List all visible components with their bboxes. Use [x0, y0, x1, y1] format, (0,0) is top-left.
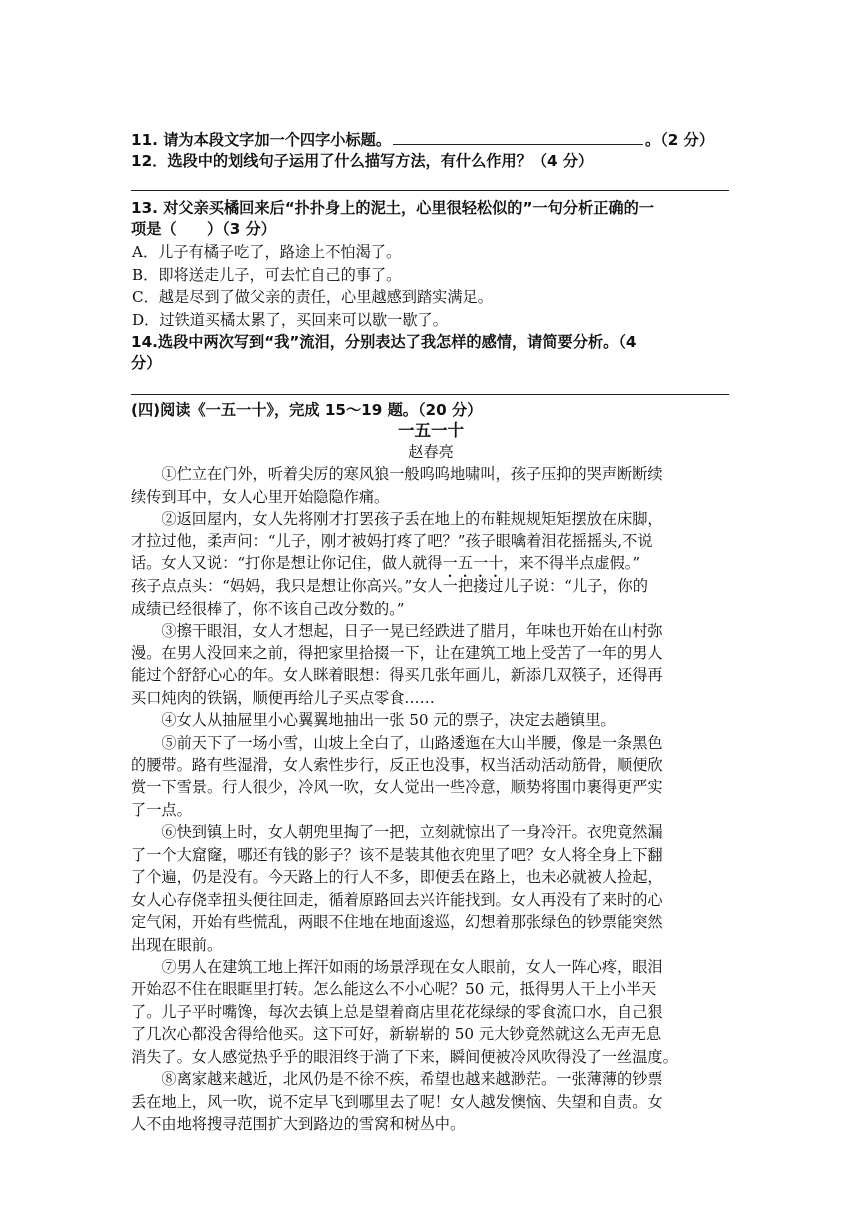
- article-line: ⑥快到镇上时，女人朝兜里掏了一把，立刻就惊出了一身冷汗。衣兜竟然漏: [131, 823, 663, 841]
- question-11-text: 11. 请为本段文字加一个四字小标题。: [131, 131, 392, 149]
- article-line-text: 话。女人又说：“打你是想让你记住，做人就得: [131, 554, 443, 572]
- article-line: 消失了。女人感觉热乎乎的眼泪终于淌了下来，瞬间便被冷风吹得没了一丝温度。: [131, 1048, 678, 1066]
- option-d: D．过铁道买橘太累了，买回来可以歇一歇了。: [132, 311, 448, 329]
- article-line: ⑧离家越来越近，北风仍是不徐不疾，希望也越来越渺茫。一张薄薄的钞票: [131, 1070, 663, 1088]
- question-12: 12．选段中的划线句子运用了什么描写方法，有什么作用？（4 分）: [131, 152, 594, 170]
- article-line: ②返回屋内，女人先将刚才打罢孩子丢在地上的布鞋规规矩矩摆放在床脚，: [131, 510, 663, 528]
- article-line: 丢在地上，风一吹，说不定早飞到哪里去了呢！女人越发懊恼、失望和自责。女: [131, 1093, 663, 1111]
- article-title: 一五一十: [398, 421, 464, 440]
- option-c: C．越是尽到了做父亲的责任，心里越感到踏实满足。: [132, 288, 493, 306]
- question-13-line-1: 13. 对父亲买橘回来后“扑扑身上的泥土，心里很轻松似的”一句分析正确的一: [131, 199, 654, 217]
- answer-line[interactable]: [131, 394, 729, 395]
- question-13-line-2: 项是（ ）（3 分）: [131, 220, 276, 238]
- article-line: 买口炖肉的铁锅，顺便再给儿子买点零食……: [131, 689, 435, 707]
- article-line: 了。儿子平时嘴馋，每次去镇上总是望着商店里花花绿绿的零食流口水，自己狠: [131, 1003, 663, 1021]
- article-line: ③擦干眼泪，女人才想起，日子一晃已经跌进了腊月，年味也开始在山村弥: [131, 622, 663, 640]
- answer-line[interactable]: [131, 190, 729, 191]
- article-line: 能过个舒舒心心的年。女人眯着眼想：得买几张年画儿，新添几双筷子，还得再: [131, 666, 663, 684]
- article-line: ①伫立在门外，听着尖厉的寒风狼一般呜呜地啸叫，孩子压抑的哭声断断续: [131, 465, 663, 483]
- section-4-heading: (四)阅读《一五一十》，完成 15～19 题。（20 分）: [131, 401, 483, 419]
- article-line: 成绩已经很棒了，你不该自己改分数的。”: [131, 600, 405, 618]
- article-line: 人不由地将搜寻范围扩大到路边的雪窝和树丛中。: [131, 1115, 466, 1133]
- article-line: 开始忍不住在眼眶里打转。怎么能这么不小心呢？50 元，抵得男人干上小半天: [131, 980, 657, 998]
- article-line: ④女人从抽屉里小心翼翼地抽出一张 50 元的票子，决定去趟镇里。: [131, 711, 616, 729]
- option-a: A．儿子有橘子吃了，路途上不怕渴了。: [132, 243, 402, 261]
- article-line: 漫。在男人没回来之前，得把家里拾掇一下，让在建筑工地上受苦了一年的男人: [131, 644, 663, 662]
- question-11-score: 。（2 分）: [645, 131, 715, 149]
- option-b: B．即将送走儿子，可去忙自己的事了。: [132, 266, 402, 284]
- article-line: 女人心存侥幸扭头便往回走，循着原路回去兴许能找到。女人再没有了来时的心: [131, 891, 663, 909]
- article-line: ⑤前天下了一场小雪，山坡上全白了，山路逶迤在大山半腰，像是一条黑色: [131, 734, 663, 752]
- article-line: ⑦男人在建筑工地上挥汗如雨的场景浮现在女人眼前，女人一阵心疼，眼泪: [131, 958, 663, 976]
- article-line: 了个遍，仍是没有。今天路上的行人不多，即便丢在路上，也未必就被人捡起，: [131, 868, 663, 886]
- question-11: [131, 130, 731, 150]
- article-line: 赏一下雪景。行人很少，冷风一吹，女人觉出一些冷意，顺势将围巾裹得更严实: [131, 778, 663, 796]
- article-line: 了一点。: [131, 801, 192, 819]
- article-author: 赵春亮: [408, 443, 454, 461]
- question-14-line-1: 14.选段中两次写到“我”流泪，分别表达了我怎样的感情，请简要分析。（4: [131, 333, 637, 351]
- article-line: 出现在眼前。: [131, 936, 223, 954]
- article-line-text: ，来不得半点虚假。”: [503, 554, 641, 572]
- answer-blank[interactable]: [393, 130, 643, 145]
- question-14-line-2: 分）: [131, 354, 162, 372]
- article-line: 孩子点点头：“妈妈，我只是想让你高兴。”女人一把搂过儿子说：“儿子，你的: [131, 577, 648, 595]
- article-line: 定气闲，开始有些慌乱，两眼不住地在地面逡巡，幻想着那张绿色的钞票能突然: [131, 913, 663, 931]
- emphasized-phrase: 一五一十: [442, 554, 504, 572]
- article-line: 了一个大窟窿，哪还有钱的影子？该不是装其他衣兜里了吧？女人将全身上下翻: [131, 846, 663, 864]
- article-line: 才拉过他，柔声问：“儿子，刚才被妈打疼了吧？”孩子眼噙着泪花摇摇头,不说: [131, 532, 653, 550]
- article-line: 的腰带。路有些湿滑，女人索性步行，反正也没事，权当活动活动筋骨，顺便欣: [131, 756, 663, 774]
- article-line: 续传到耳中，女人心里开始隐隐作痛。: [131, 488, 390, 506]
- article-line: 了几次心都没舍得给他买。这下可好，新崭崭的 50 元大钞竟然就这么无声无息: [131, 1025, 662, 1043]
